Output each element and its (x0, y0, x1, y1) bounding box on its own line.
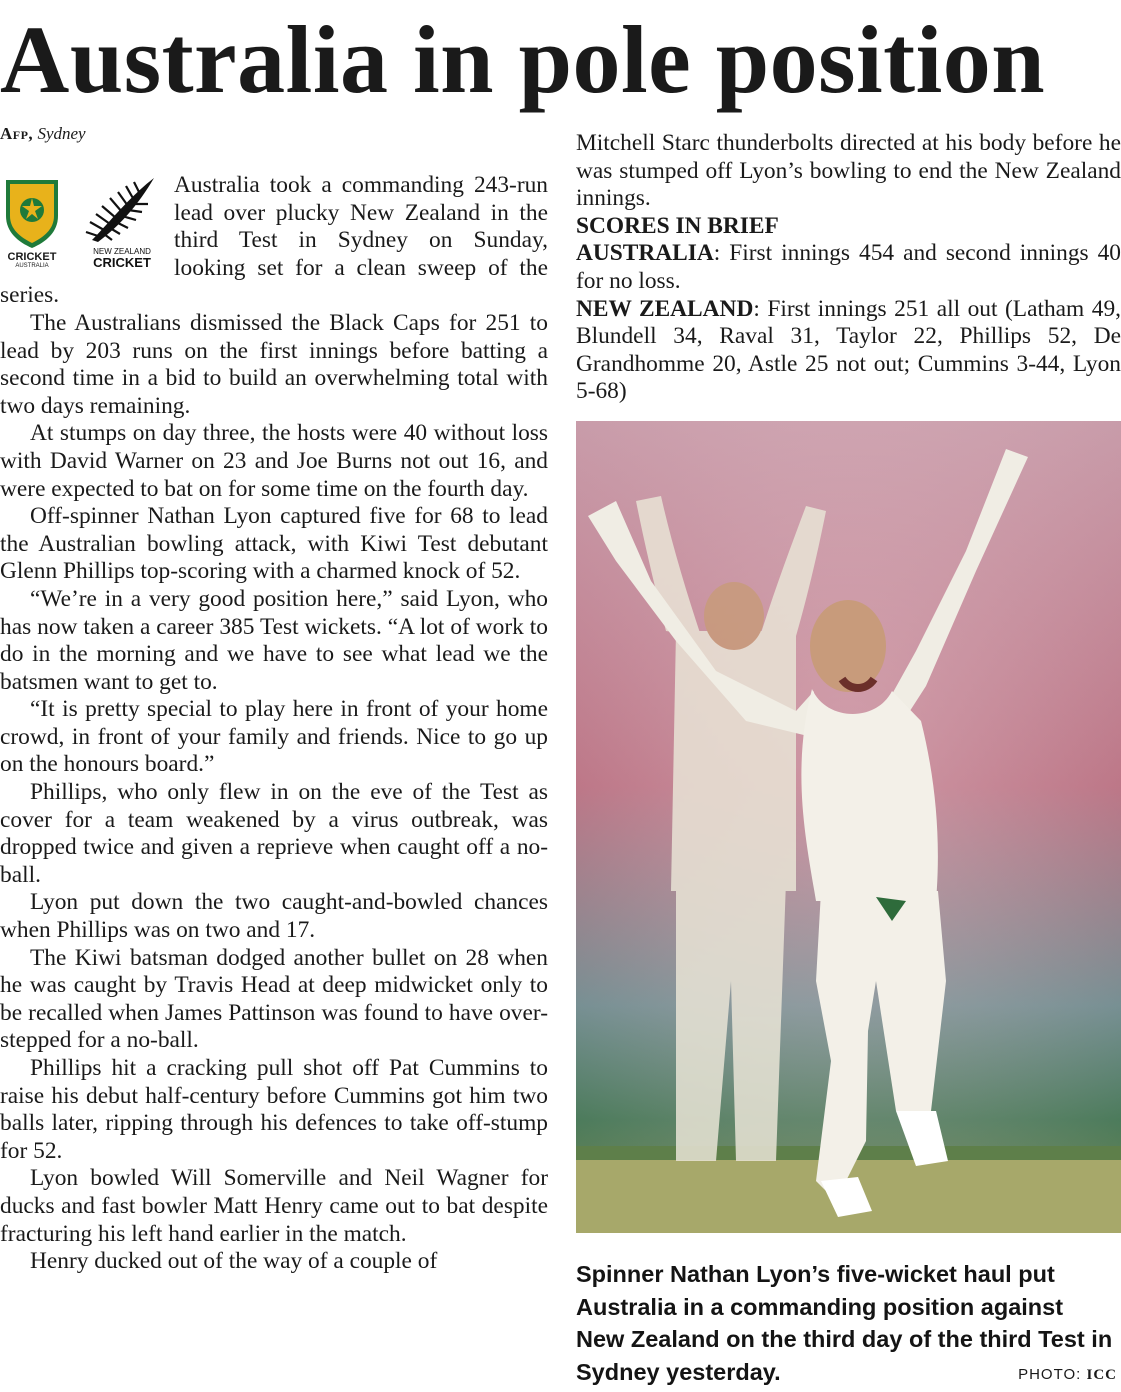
byline (0, 124, 86, 144)
score-new-zealand: NEW ZEALAND: First innings 251 all out (Latham 49, Blundell 34, Raval 31, Taylor 22, Phillips 52, De Grandhomme 20, Astle 25 not out; Cummins 3-44, Lyon 5-68) (576, 295, 1121, 405)
body-paragraph: “We’re in a very good position here,” said Lyon, who has now taken a career 385 Test wickets. “A lot of work to do in the morning and we have to see what lead we the batsmen want to get to. (0, 585, 548, 695)
byline-agency: Afp, (0, 124, 34, 143)
body-paragraph: Phillips hit a cracking pull shot off Pat Cummins to raise his debut half-century before Cummins got him two balls later, ripping through his defences to take off-stump for 52. (0, 1055, 548, 1164)
body-paragraph: Lyon put down the two caught-and-bowled chances when Phillips was on two and 17. (0, 889, 548, 944)
ca-logo-line2: AUSTRALIA (15, 263, 49, 268)
photo-credit (1018, 1366, 1117, 1384)
article-photo (576, 421, 1121, 1233)
byline-location: Sydney (37, 124, 86, 143)
headline: Australia in pole position (0, 6, 1046, 113)
lyon-celebration-photo (576, 421, 1121, 1233)
body-paragraph: Off-spinner Nathan Lyon captured five for 68 to lead the Australian bowling attack, with Kiwi Test debutant Glenn Phillips top-scoring with a charmed knock of 52. (0, 503, 548, 585)
body-paragraph: At stumps on day three, the hosts were 40 without loss with David Warner on 23 and Joe Burns not out 16, and were expected to bat on for some time on the fourth day. (0, 420, 548, 502)
body-paragraph-continued: Mitchell Starc thunderbolts directed at his body before he was stumped off Lyon’s bowling to end the New Zealand innings. (576, 130, 1121, 212)
body-paragraph: Henry ducked out of the way of a couple of (30, 1248, 438, 1275)
body-paragraph: The Kiwi batsman dodged another bullet on 28 when he was caught by Travis Head at deep midwicket only to be recalled when James Pattinson was found to have over-stepped for a no-ball. (0, 944, 548, 1054)
body-paragraph: “It is pretty special to play here in front of your home crowd, in front of your family and friends. Nice to go up on the honours board.” (0, 696, 548, 778)
photo-credit-label: PHOTO: (1018, 1366, 1082, 1383)
body-paragraph: Lyon bowled Will Somerville and Neil Wagner for ducks and fast bowler Matt Henry came out to bat despite fracturing his left hand earlier in the match. (0, 1165, 548, 1247)
scores-heading: SCORES IN BRIEF (576, 212, 779, 239)
nz-cricket-fern-logo (78, 174, 162, 270)
nz-logo-line2: CRICKET (93, 255, 151, 270)
photo-credit-source: ICC (1086, 1367, 1117, 1383)
cricket-australia-logo (0, 176, 64, 268)
body-paragraph: Phillips, who only flew in on the eve of the Test as cover for a team weakened by a virus outbreak, was dropped twice and given a reprieve when caught off a no-ball. (0, 779, 548, 888)
score-australia: AUSTRALIA: First innings 454 and second innings 40 for no loss. (576, 240, 1121, 294)
left-column (0, 172, 548, 1276)
photo-caption: Spinner Nathan Lyon’s five-wicket haul put Australia in a commanding position against New Zealand on the third day of the third Test in Sydney yesterday. (576, 1261, 1113, 1385)
right-column (576, 130, 1121, 406)
body-paragraph: The Australians dismissed the Black Caps for 251 to lead by 203 runs on the first innings before batting a second time in a bid to build an overwhelming total with two days remaining. (0, 309, 548, 419)
body-paragraph: Australia took a commanding 243-run lead over plucky New Zealand in the third Test in Sydney on Sunday, looking set for a clean sweep of the series. (0, 172, 548, 309)
nz-logo-line1: NEW ZEALAND (93, 247, 151, 256)
ca-logo-line1: CRICKET (7, 251, 57, 263)
team-logos (0, 172, 166, 276)
